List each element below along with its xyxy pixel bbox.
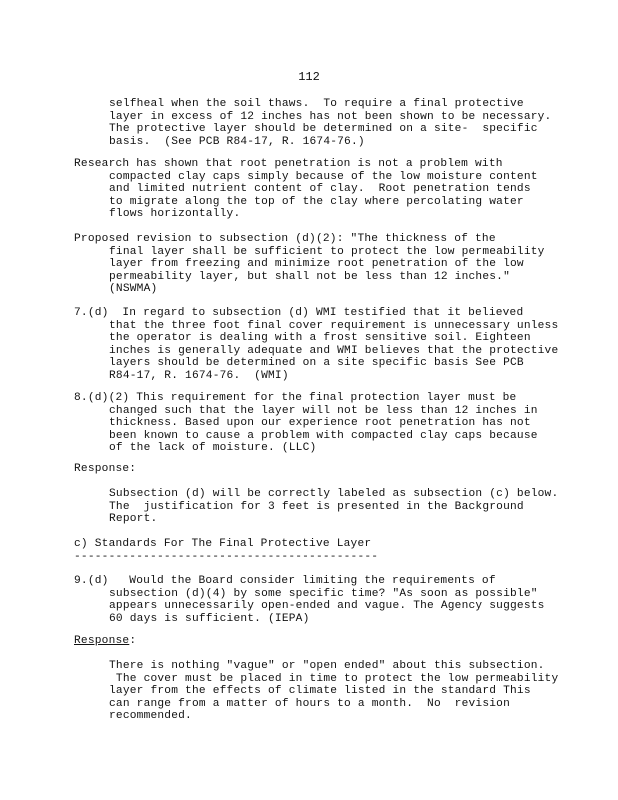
text-line xyxy=(74,430,554,443)
line-text: that the three foot final cover requirement is unnecessary unless xyxy=(109,319,559,332)
text-line xyxy=(74,307,554,320)
paragraph xyxy=(74,635,554,648)
line-text: subsection (d)(4) by some specific time? "As soon as possible" xyxy=(109,587,538,600)
text-line xyxy=(74,575,554,588)
paragraph xyxy=(74,158,554,221)
text-line xyxy=(74,613,554,626)
text-line xyxy=(74,319,559,333)
text-line xyxy=(74,271,554,284)
line-text: basis. (See PCB R84-17, R. 1674-76.) xyxy=(109,135,365,148)
line-text: layer from freezing and minimize root penetration of the low xyxy=(109,258,524,271)
line-text: -------------------------------------------- xyxy=(74,550,379,563)
line-text: 60 days is sufficient. (IEPA) xyxy=(109,612,310,625)
text-line xyxy=(74,233,554,246)
text-line xyxy=(74,698,554,711)
text-line xyxy=(74,660,554,673)
text-line xyxy=(74,136,554,149)
line-text: Report. xyxy=(109,513,158,526)
line-text: and limited nutrient content of clay. Root penetration tends xyxy=(109,183,531,196)
line-text: c) Standards For The Final Protective Layer xyxy=(74,538,372,550)
text-line xyxy=(74,417,554,430)
text-line xyxy=(74,588,554,601)
line-text: appears unnecessarily open-ended and vague. The Agency suggests xyxy=(109,600,545,613)
line-text: permeability layer, but shall not be less than 12 inches." xyxy=(109,270,510,283)
text-line xyxy=(74,283,554,296)
paragraph xyxy=(74,463,554,476)
line-text: Response: xyxy=(74,463,137,475)
text-line xyxy=(74,171,554,184)
text-line xyxy=(74,685,554,698)
paragraph xyxy=(74,488,559,526)
line-text: the operator is dealing with a frost sensitive soil. Eighteen xyxy=(109,332,531,345)
text-line xyxy=(74,111,554,124)
text-line xyxy=(74,357,554,370)
line-text: Response xyxy=(74,635,130,647)
paragraph xyxy=(74,575,554,625)
paragraph xyxy=(74,660,559,723)
text-line xyxy=(74,258,554,271)
line-text: to migrate along the top of the clay where percolating water xyxy=(109,195,524,208)
paragraph xyxy=(74,307,559,383)
line-text: (NSWMA) xyxy=(109,283,158,296)
text-line xyxy=(74,513,554,526)
text-line xyxy=(74,246,554,259)
paragraph xyxy=(74,98,554,148)
line-text: Proposed revision to subsection (d)(2): "The thickness of the xyxy=(74,233,496,245)
line-text: The cover must be placed in time to protect the low permeability xyxy=(109,672,559,685)
line-text: layers should be determined on a site specific basis See PCB xyxy=(109,357,524,370)
line-text: 9.(d) Would the Board consider limiting the requirements of xyxy=(74,575,496,587)
line-text: Subsection (d) will be correctly labeled as subsection (c) below. xyxy=(109,488,559,500)
line-text: can range from a matter of hours to a month. No revision xyxy=(109,697,510,710)
text-line xyxy=(74,183,554,196)
line-text: 7.(d) In regard to subsection (d) WMI testified that it believed xyxy=(74,307,524,319)
text-line xyxy=(74,488,559,501)
line-text: There is nothing "vague" or "open ended" about this subsection. xyxy=(109,660,545,672)
line-text: been known to cause a problem with compacted clay caps because xyxy=(109,429,538,442)
text-line xyxy=(74,600,554,613)
line-text: selfheal when the soil thaws. To require a final protective xyxy=(109,98,524,110)
page-number: 112 xyxy=(298,70,320,84)
text-line xyxy=(74,208,554,221)
paragraph xyxy=(74,538,554,563)
text-line xyxy=(74,344,559,358)
text-line xyxy=(74,405,554,418)
line-text: Research has shown that root penetration is not a problem with xyxy=(74,158,503,170)
text-line xyxy=(74,672,559,686)
line-suffix: : xyxy=(129,635,137,647)
line-text: inches is generally adequate and WMI believes that the protective xyxy=(109,344,559,357)
text-line xyxy=(74,635,554,648)
line-text: recommended. xyxy=(109,710,192,723)
line-text: thickness. Based upon our experience root penetration has not xyxy=(109,417,531,430)
line-text: compacted clay caps simply because of the low moisture content xyxy=(109,170,538,183)
paragraph xyxy=(74,233,554,296)
text-line xyxy=(74,123,554,136)
line-text: final layer shall be sufficient to protect the low permeability xyxy=(109,245,545,258)
text-line xyxy=(74,551,554,564)
text-line xyxy=(74,463,554,476)
text-line xyxy=(74,370,554,383)
text-line xyxy=(74,332,554,345)
paragraph xyxy=(74,392,554,455)
line-text: flows horizontally. xyxy=(109,208,241,221)
line-text: 8.(d)(2) This requirement for the final protection layer must be xyxy=(74,392,517,404)
text-line xyxy=(74,710,554,723)
line-text: The justification for 3 feet is presented in the Background xyxy=(109,500,524,513)
line-text: of the lack of moisture. (LLC) xyxy=(109,442,317,455)
line-text: layer from the effects of climate listed in the standard This xyxy=(109,685,531,698)
line-text: changed such that the layer will not be less than 12 inches in xyxy=(109,404,538,417)
text-line xyxy=(74,501,554,514)
text-line xyxy=(74,442,554,455)
text-line xyxy=(74,158,554,171)
line-text: The protective layer should be determined on a site- specific xyxy=(109,123,538,136)
text-line xyxy=(74,538,554,551)
text-line xyxy=(74,392,554,405)
line-text: layer in excess of 12 inches has not been shown to be necessary. xyxy=(109,110,552,123)
text-line xyxy=(74,98,554,111)
line-text: R84-17, R. 1674-76. (WMI) xyxy=(109,369,289,382)
text-line xyxy=(74,196,554,209)
